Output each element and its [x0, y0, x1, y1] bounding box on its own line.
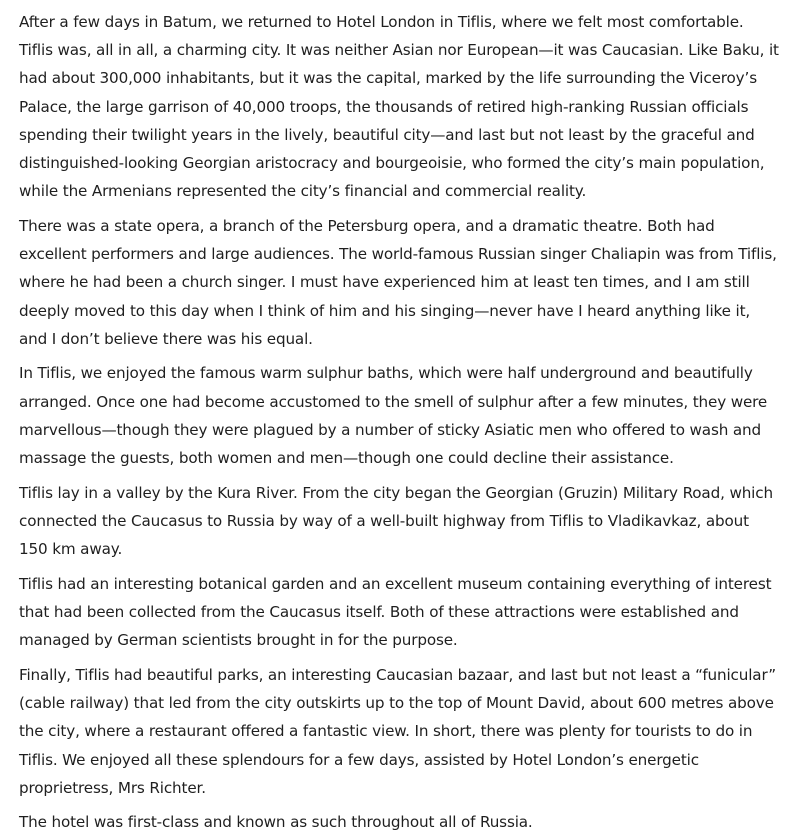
paragraph-opera-theatre: There was a state opera, a branch of the Petersburg opera, and a dramatic theatre. Both had excellent performers and large audiences. The world-famous Russian singer Chaliapin was from Tiflis, where he had been a church singer. I must have experienced him at least ten times, and I am still deeply moved to this day when I think of him and his singing—never have I heard anything like it, and I don’t believe there was his equal.: [19, 216, 777, 348]
paragraph-garden-museum: Tiflis had an interesting botanical garden and an excellent museum containing everything of interest that had been collected from the Caucasus itself. Both of these attractions were established and managed by German scientists brought in for the purpose.: [19, 574, 772, 650]
paragraph-arrival-tiflis: After a few days in Batum, we returned to Hotel London in Tiflis, where we felt most comfortable. Tiflis was, all in all, a charming city. It was neither Asian nor European—it was Caucasian. Like Baku, it had about 300,000 inhabitants, but it was the capital, marked by the life surrounding the Viceroy’s Palace, the large garrison of 40,000 troops, the thousands of retired high-ranking Russian officials spending their twilight years in the lively, beautiful city—and last but not least by the graceful and distinguished-looking Georgian aristocracy and bourgeoisie, who formed the city’s main population, while the Armenians represented the city’s financial and commercial reality.: [19, 13, 779, 201]
paragraph-hotel: The hotel was first-class and known as such throughout all of Russia.: [19, 813, 533, 832]
paragraph-kura-valley: Tiflis lay in a valley by the Kura River. From the city began the Georgian (Gruzin) Military Road, which connected the Caucasus to Russia by way of a well-built highway from Tiflis to Vladikavkaz, about 150 km away.: [19, 483, 773, 559]
paragraph-parks-funicular: Finally, Tiflis had beautiful parks, an interesting Caucasian bazaar, and last but not least a “funicular” (cable railway) that led from the city outskirts up to the top of Mount David, about 600 metres above the city, where a restaurant offered a fantastic view. In short, there was plenty for tourists to do in Tiflis. We enjoyed all these splendours for a few days, assisted by Hotel London’s energetic proprietress, Mrs Richter.: [19, 665, 776, 797]
paragraph-sulphur-baths: In Tiflis, we enjoyed the famous warm sulphur baths, which were half underground and beautifully arranged. Once one had become accustomed to the smell of sulphur after a few minutes, they were marvellous—though they were plagued by a number of sticky Asiatic men who offered to wash and massage the guests, both women and men—though one could decline their assistance.: [19, 364, 768, 468]
